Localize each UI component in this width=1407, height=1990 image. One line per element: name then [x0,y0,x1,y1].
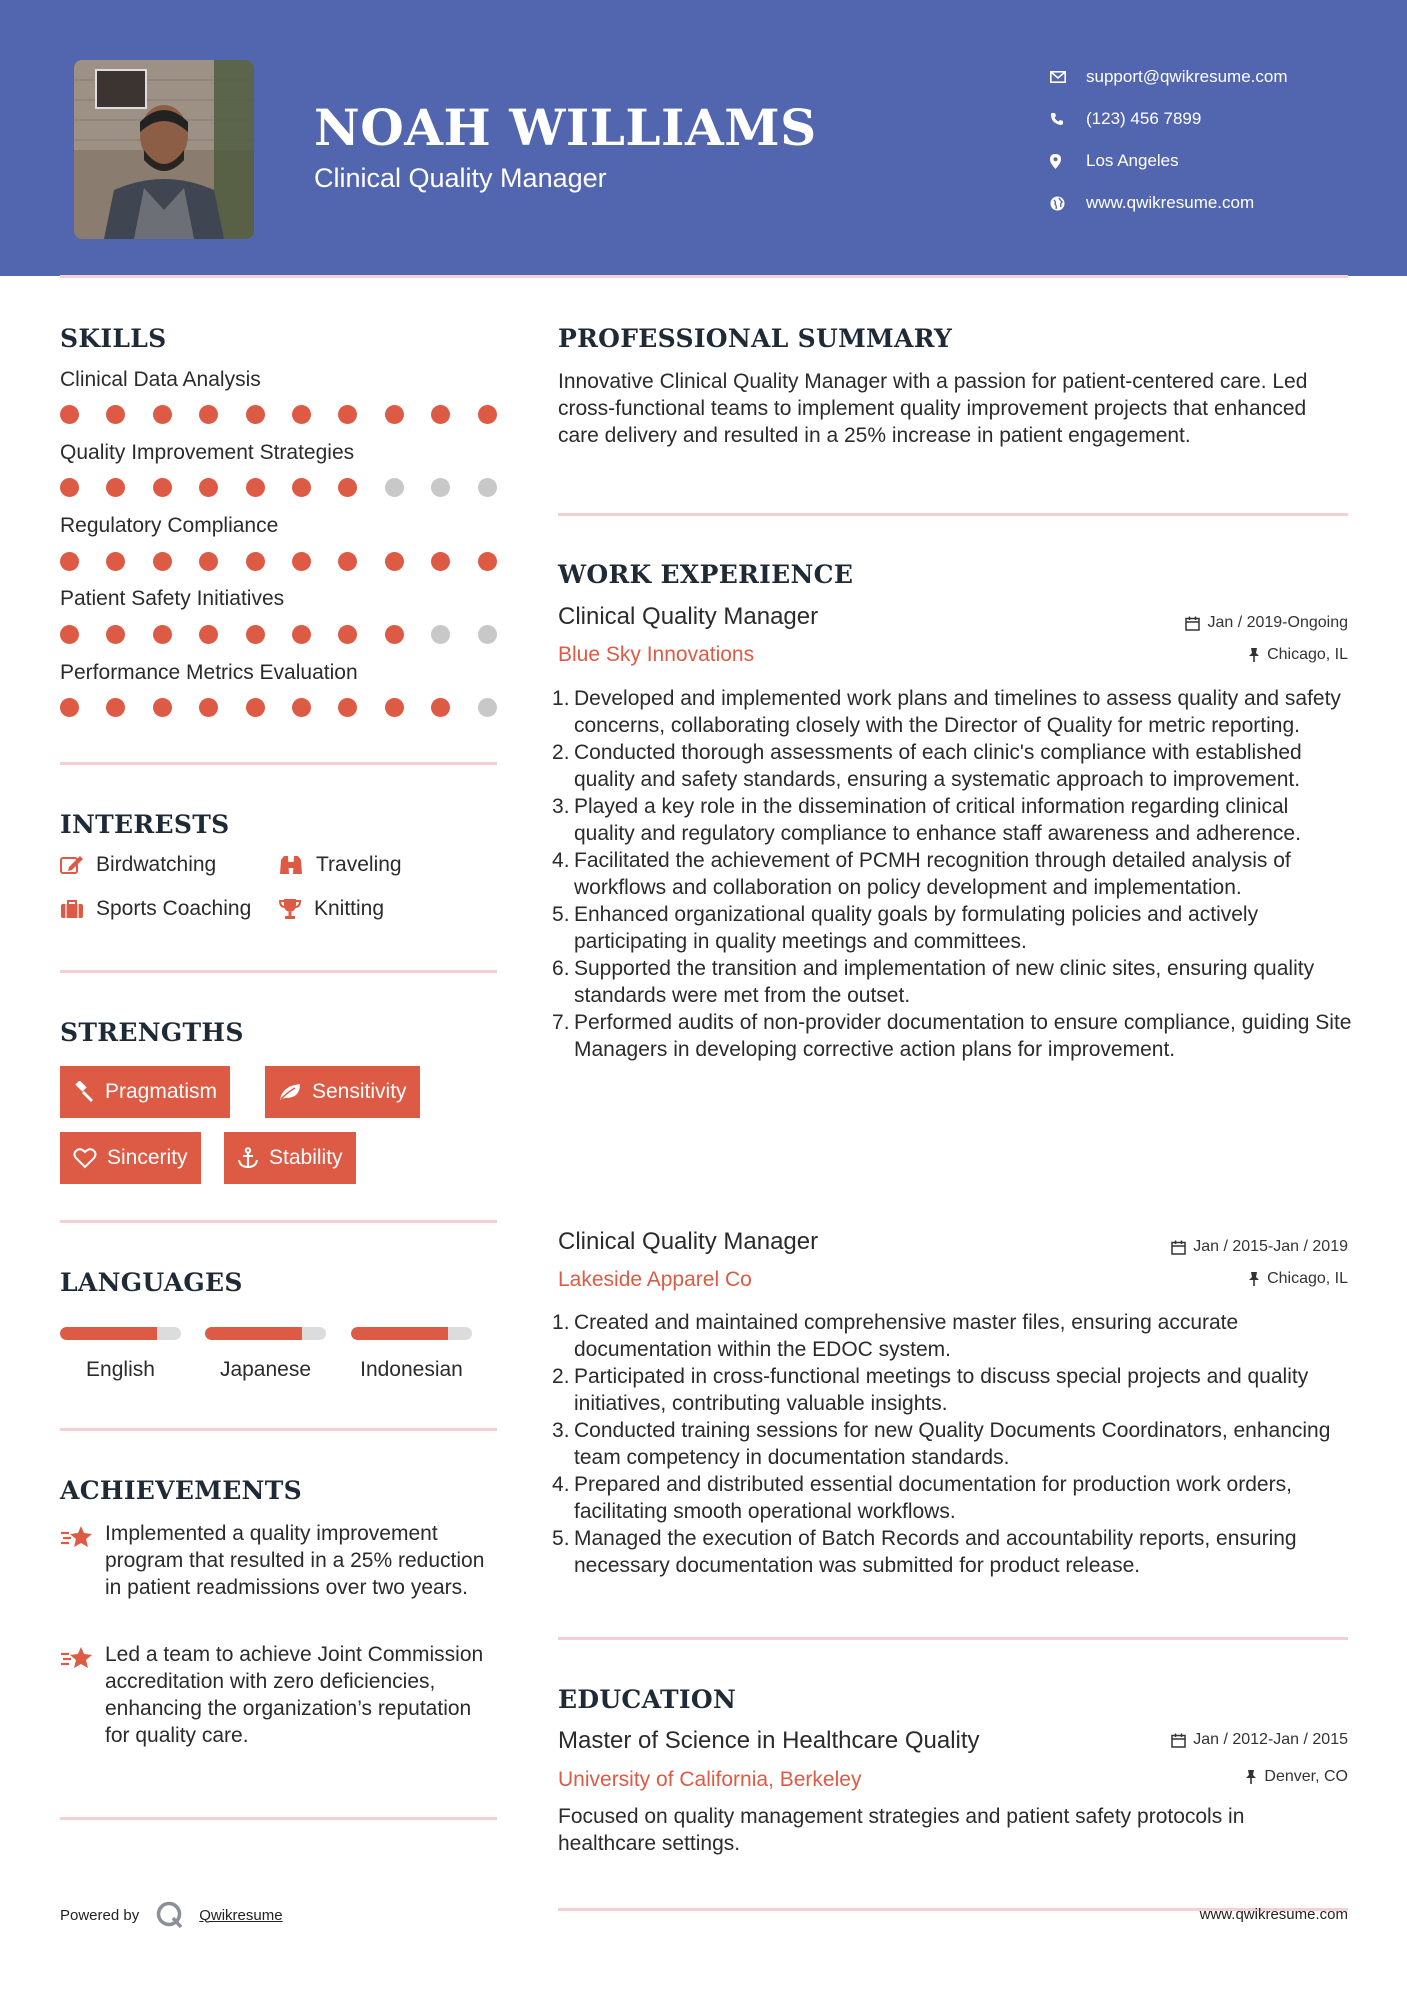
language-bar [351,1327,472,1340]
achievement-text: Implemented a quality improvement program that resulted in a 25% reduction in patient readmissions over two years. [105,1522,485,1599]
section-divider [60,762,497,765]
skill-dot-filled [246,478,265,497]
briefcase-icon [60,899,84,919]
skill-dot-filled [199,698,218,717]
calendar-icon [1171,1240,1186,1255]
section-divider [558,513,1348,516]
contact-list [1050,56,1288,224]
skill-dot-filled [385,405,404,424]
skill-dot-filled [292,625,311,644]
skill-dot-filled [106,698,125,717]
duty-item: Participated in cross-functional meetings to discuss special projects and quality initiatives, contributing valuable insights. [574,1365,1309,1415]
skill-dot-filled [338,552,357,571]
education-dates [1171,1731,1348,1749]
education-location [1245,1768,1348,1786]
interest-label: Sports Coaching [96,897,252,920]
skill-dot-filled [199,478,218,497]
skill-name: Patient Safety Initiatives [60,587,285,610]
duty-item: Prepared and distributed essential documentation for production work orders, facilitating smooth operational workflows. [574,1473,1292,1523]
qwikresume-link[interactable]: Qwikresume [199,1906,283,1924]
binoculars-icon [278,854,304,876]
skill-dot-filled [478,405,497,424]
contact-website[interactable] [1050,182,1288,224]
skill-dot-filled [106,405,125,424]
contact-phone[interactable] [1050,98,1288,140]
skill-dot-empty [431,478,450,497]
job-title: Clinical Quality Manager [558,603,819,630]
language-label: English [86,1358,155,1381]
strength-label: Sincerity [107,1146,188,1169]
summary-text: Innovative Clinical Quality Manager with a passion for patient-centered care. Led cross-functional teams to implement quality improvement projects that enhanced care delivery and resulted in a 25% increase in patient engagement. [558,370,1308,447]
skill-dot-empty [478,478,497,497]
contact-email[interactable] [1050,56,1288,98]
skill-dot-filled [60,698,79,717]
anchor-icon [237,1147,259,1169]
skill-dot-filled [199,625,218,644]
section-divider [558,1637,1348,1640]
job-dates [1185,614,1348,632]
achievement-item [60,1520,500,1601]
skill-dot-empty [478,698,497,717]
skill-dot-filled [478,552,497,571]
globe-icon [1050,196,1086,211]
job-title: Clinical Quality Manager [558,1228,819,1255]
education-location-text: Denver, CO [1264,1768,1348,1785]
phone-icon [1050,112,1086,126]
skill-dot-filled [292,405,311,424]
job-duties [574,1309,1354,1579]
pushpin-icon [1248,1271,1260,1287]
header-divider [60,275,1348,278]
strengths-title: STRENGTHS [60,1018,244,1047]
school-name: University of California, Berkeley [558,1768,862,1791]
strength-tag [224,1132,356,1184]
job-location [1248,646,1348,664]
skill-rating [60,552,524,571]
job-dates-text: Jan / 2015-Jan / 2019 [1193,1238,1348,1255]
skill-dot-filled [246,625,265,644]
interest-item [60,897,251,921]
powered-by-label: Powered by [60,1906,140,1924]
footer-website[interactable]: www.qwikresume.com [1199,1906,1348,1923]
pushpin-icon [1245,1769,1257,1785]
job-dates [1171,1238,1348,1256]
job-location [1248,1270,1348,1288]
language-bar [205,1327,326,1340]
skill-dot-filled [292,478,311,497]
skill-dot-filled [60,478,79,497]
skill-dot-filled [106,478,125,497]
strength-label: Stability [269,1146,343,1169]
language-bar [60,1327,181,1340]
skill-dot-filled [199,405,218,424]
duty-item: Facilitated the achievement of PCMH recognition through detailed analysis of workflows and collaboration on policy development and implementation. [574,849,1291,899]
language-label: Indonesian [360,1358,463,1381]
profile-photo [74,60,254,239]
job-duties [574,685,1354,1063]
section-divider [60,1817,497,1820]
skill-name: Performance Metrics Evaluation [60,661,358,684]
skill-dot-filled [106,552,125,571]
skill-dot-filled [338,405,357,424]
language-bar-fill [205,1327,302,1340]
contact-email-text: support@qwikresume.com [1086,67,1288,86]
calendar-icon [1185,616,1200,631]
skill-dot-filled [338,478,357,497]
skill-dot-filled [60,405,79,424]
skill-dot-filled [153,478,172,497]
skill-dot-filled [246,698,265,717]
heart-icon [73,1147,97,1169]
skill-dot-filled [292,552,311,571]
duty-item: Enhanced organizational quality goals by formulating policies and actively participating in quality meetings and committees. [574,903,1259,953]
duty-item: Played a key role in the dissemination of critical information regarding clinical quality and regulatory compliance to enhance staff awareness and adherence. [574,795,1301,845]
education-dates-text: Jan / 2012-Jan / 2015 [1193,1731,1348,1748]
skill-dot-filled [338,698,357,717]
trophy-icon [278,898,302,920]
map-pin-icon [1050,154,1086,169]
skill-dot-filled [246,552,265,571]
skill-dot-filled [60,625,79,644]
duty-item: Supported the transition and implementation of new clinic sites, ensuring quality standards were met from the outset. [574,957,1315,1007]
languages-title: LANGUAGES [60,1268,243,1297]
duty-item: Managed the execution of Batch Records and accountability reports, ensuring necessary documentation was submitted for product release. [574,1527,1297,1577]
strength-tag [60,1132,201,1184]
contact-website-text: www.qwikresume.com [1086,193,1255,212]
achievements-title: ACHIEVEMENTS [60,1476,302,1505]
skill-dot-empty [385,478,404,497]
skill-rating [60,405,524,424]
skill-dot-filled [106,625,125,644]
degree-title: Master of Science in Healthcare Quality [558,1727,980,1754]
job-dates-text: Jan / 2019-Ongoing [1207,614,1348,631]
skill-dot-empty [431,625,450,644]
skill-dot-filled [60,552,79,571]
education-description: Focused on quality management strategies and patient safety protocols in healthcare settings. [558,1805,1245,1855]
interest-item [60,853,216,877]
candidate-title: Clinical Quality Manager [314,163,607,193]
duty-item: Created and maintained comprehensive master files, ensuring accurate documentation within the EDOC system. [574,1311,1239,1361]
company-name: Blue Sky Innovations [558,643,755,666]
skill-dot-filled [385,552,404,571]
language-bar-fill [60,1327,157,1340]
calendar-icon [1171,1733,1186,1748]
achievement-text: Led a team to achieve Joint Commission accreditation with zero deficiencies, enhancing the organization’s reputation for quality care. [105,1643,484,1747]
interest-label: Knitting [314,897,385,920]
interest-label: Traveling [316,853,402,876]
skill-name: Clinical Data Analysis [60,368,261,391]
strength-label: Pragmatism [105,1080,218,1103]
duty-item: Conducted thorough assessments of each clinic's compliance with established quality and safety standards, ensuring a systematic approach to improvement. [574,741,1302,791]
interest-label: Birdwatching [96,853,217,876]
interest-item [278,853,402,877]
skill-dot-filled [431,698,450,717]
skill-dot-filled [385,625,404,644]
experience-title: WORK EXPERIENCE [558,560,854,589]
duty-item: Developed and implemented work plans and timelines to assess quality and safety concerns, collaborating closely with the Director of Quality for metric reporting. [574,687,1341,737]
strength-tag [60,1066,230,1118]
job-location-text: Chicago, IL [1267,646,1348,663]
strength-label: Sensitivity [312,1080,407,1103]
language-label: Japanese [219,1358,312,1381]
section-divider [60,1220,497,1223]
achievement-item [60,1641,500,1749]
company-name: Lakeside Apparel Co [558,1268,752,1291]
duty-item: Conducted training sessions for new Quality Documents Coordinators, enhancing team competency in documentation standards. [574,1419,1331,1469]
skill-rating [60,625,524,644]
section-divider [60,1428,497,1431]
skill-dot-filled [153,552,172,571]
skill-dot-filled [385,698,404,717]
language-bar-fill [351,1327,448,1340]
contact-location [1050,140,1288,182]
interests-title: INTERESTS [60,810,230,839]
footer-powered-by [60,1900,283,1930]
candidate-name: NOAH WILLIAMS [314,98,817,157]
skill-dot-empty [478,625,497,644]
contact-phone-text: (123) 456 7899 [1086,109,1202,128]
skill-dot-filled [292,698,311,717]
skill-name: Regulatory Compliance [60,514,279,537]
skills-title: SKILLS [60,324,167,353]
skill-dot-filled [431,552,450,571]
education-title: EDUCATION [558,1685,737,1714]
skill-dot-filled [153,625,172,644]
skill-dot-filled [338,625,357,644]
duty-item: Performed audits of non-provider documentation to ensure compliance, guiding Site Managers in developing corrective action plans for improvement. [574,1011,1352,1061]
envelope-icon [1050,71,1086,83]
section-divider [60,970,497,973]
skill-rating [60,478,524,497]
skill-dot-filled [199,552,218,571]
skill-dot-filled [153,698,172,717]
skill-rating [60,698,524,717]
pencil-square-icon [60,855,84,875]
interest-item [278,897,384,921]
summary-title: PROFESSIONAL SUMMARY [558,324,953,353]
job-location-text: Chicago, IL [1267,1270,1348,1287]
skill-dot-filled [153,405,172,424]
pushpin-icon [1248,647,1260,663]
gavel-icon [73,1081,95,1103]
shooting-star-icon [60,1641,105,1749]
header-banner [0,0,1407,276]
leaf-icon [278,1082,302,1102]
skill-dot-filled [431,405,450,424]
strength-tag [265,1066,420,1118]
qwikresume-logo-icon [155,1900,185,1930]
shooting-star-icon [60,1520,105,1601]
skill-dot-filled [246,405,265,424]
skill-name: Quality Improvement Strategies [60,441,355,464]
contact-location-text: Los Angeles [1086,151,1179,170]
